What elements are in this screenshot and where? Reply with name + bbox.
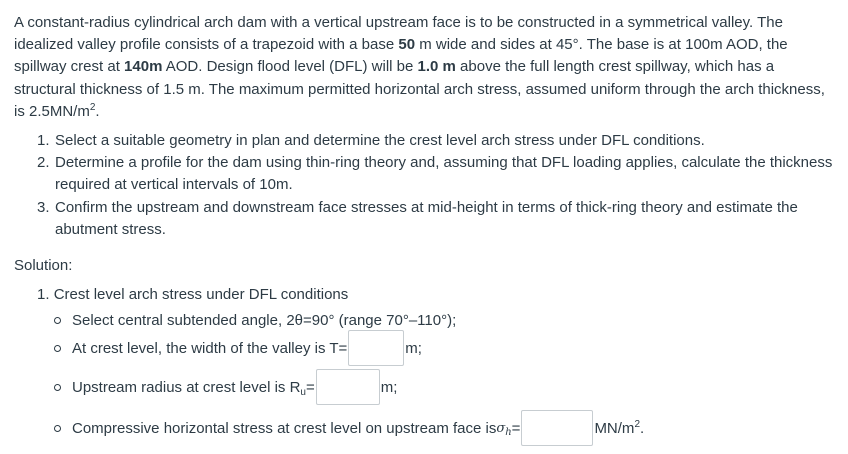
intro-bold-base-width: 50: [398, 36, 416, 54]
task-item: [37, 130, 835, 152]
bullet-text: Select central subtended angle, 2θ=90° (range 70°–110°);: [72, 311, 457, 329]
superscript: 2: [89, 101, 96, 113]
subscript: h: [505, 426, 512, 438]
sigma-symbol: [496, 421, 511, 436]
bullet-valley-width: [54, 330, 422, 366]
bullet-icon: [54, 384, 61, 391]
intro-bold-dfl: 1.0 m: [417, 58, 456, 76]
bullet-angle: [54, 309, 456, 331]
bullet-icon: [54, 345, 61, 352]
equals-sign: =: [511, 419, 521, 437]
unit-label: m;: [380, 378, 398, 396]
task-item: [37, 197, 835, 241]
step-title: Crest level arch stress under DFL conditions: [53, 286, 349, 303]
problem-paragraph: [14, 12, 834, 123]
task-number: 2.: [37, 154, 50, 172]
bullet-icon: [54, 317, 61, 324]
period: .: [640, 419, 645, 437]
upstream-radius-input[interactable]: [316, 369, 380, 405]
bullet-compressive-stress: [54, 410, 644, 446]
task-text: Confirm the upstream and downstream face stresses at mid-height in terms of thick-ring theory and estimate the abutment stress.: [55, 198, 798, 238]
intro-text: .: [95, 102, 100, 120]
solution-step: [37, 286, 348, 303]
intro-text: A constant-radius cylindrical arch dam with a vertical upstream face is to be constructed in a symmetrical valley. The idealized valley profile consists of a trapezoid with a base: [14, 14, 783, 54]
intro-text: above the full length crest spillway, which has a structural thickness of 1.5 m. The maximum permitted horizontal arch stress, assumed uniform through the arch thickness, is 2.5MN/m: [14, 58, 825, 120]
task-number: 3.: [37, 198, 50, 216]
task-list: [37, 130, 835, 241]
unit-label: m;: [405, 339, 422, 357]
unit-label: [594, 420, 644, 437]
bullet-text: At crest level, the width of the valley is T=: [72, 339, 348, 357]
intro-text: m wide and sides at 45°. The base is at 100m AOD, the spillway crest at: [14, 36, 788, 76]
stress-input[interactable]: [521, 410, 593, 446]
intro-text: AOD. Design flood level (DFL) will be: [162, 58, 418, 76]
bullet-icon: [54, 425, 61, 432]
problem-statement: [14, 12, 834, 123]
step-number: 1.: [37, 286, 50, 303]
valley-width-input[interactable]: [348, 330, 404, 366]
superscript: 2: [634, 418, 640, 430]
equals-sign: =: [305, 378, 315, 396]
solution-heading: Solution:: [14, 257, 73, 274]
bullet-text: Compressive horizontal stress at crest level on upstream face is: [72, 419, 497, 437]
unit-text: MN/m: [594, 419, 635, 437]
task-item: [37, 152, 835, 196]
bullet-upstream-radius: [54, 369, 397, 405]
bullet-text: [72, 379, 315, 396]
intro-bold-crest: 140m: [124, 58, 163, 76]
sigma-glyph: σ: [496, 420, 506, 436]
subscript: u: [300, 386, 306, 398]
task-number: 1.: [37, 132, 50, 149]
task-text: Determine a profile for the dam using thin-ring theory and, assuming that DFL loading applies, calculate the thickness required at vertical intervals of 10m.: [55, 154, 833, 194]
task-text: Select a suitable geometry in plan and determine the crest level arch stress under DFL conditions.: [55, 132, 705, 149]
bullet-text-part: Upstream radius at crest level is R: [72, 378, 301, 396]
